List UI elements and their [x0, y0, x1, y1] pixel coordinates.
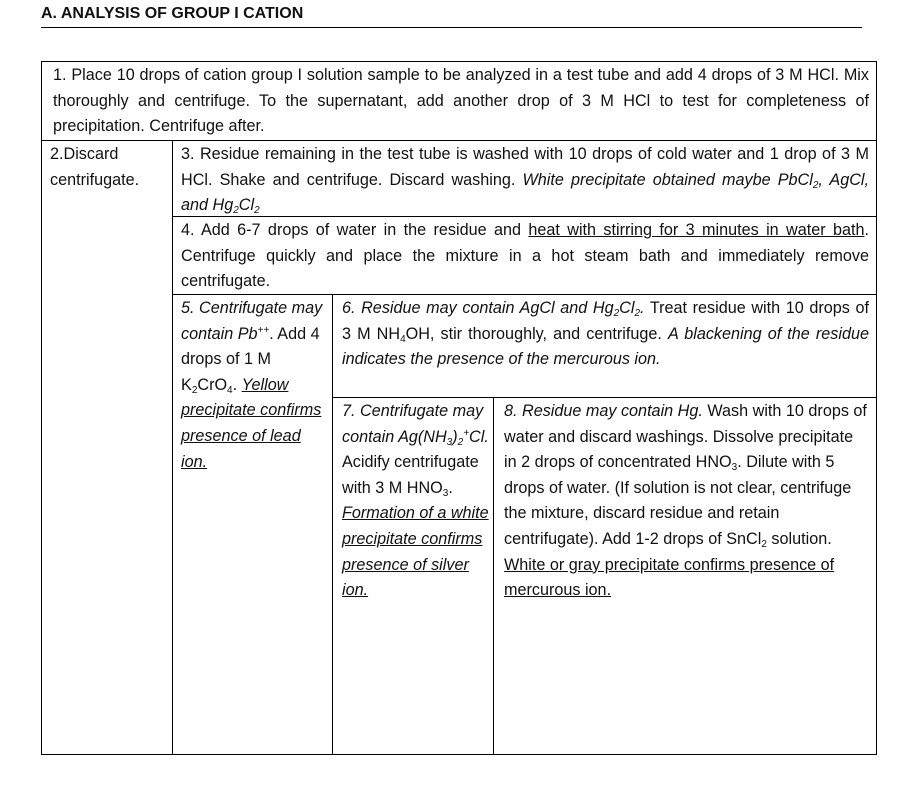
- step-1-text: 1. Place 10 drops of cation group I solution sample to be analyzed in a test tube and add 4 drops of 3 M HCl. Mix thoroughly and centrifuge. To the supernatant, add another drop of 3 M HCl to test for completeness of precipitation. Centrifuge after.: [53, 66, 869, 136]
- step-8: 8. Residue may contain Hg. Wash with 10 drops of water and discard washings. Dissolve precipitate in 2 drops of concentrated $HNO_3$. Dilute with 5 drops of water. (If solution is not clear, centrifuge the mixture, discard residue and retain centrifugate). Add 1-2 drops of SnCl$_2$ solution. White or gray precipitate confirms presence of mercurous ion.: [504, 402, 867, 600]
- step-3-result: White precipitate obtained maybe PbCl$_2$, AgCl, and $Hg_2Cl_2$: [181, 170, 869, 217]
- step-2-text: 2.Discard centrifugate.: [50, 145, 140, 189]
- step-3: [181, 142, 869, 219]
- step-5: 5. Centrifugate may contain Pb++. Add 4 drops of 1 M $K_2CrO_4$. Yellow precipitate confirms presence of lead ion.: [181, 299, 323, 471]
- step-3-text: 3. Residue remaining in the test tube is washed with 10 drops of cold water and 1 drop of 3 M HCl. Shake and centrifuge. Discard washing.: [181, 145, 869, 189]
- step-5-lead-confirmation: Yellow precipitate confirms presence of lead ion.: [181, 375, 322, 471]
- step-4-heat-instruction: heat with stirring for 3 minutes in water bath: [528, 221, 865, 239]
- step-8-mercurous-confirmation: White or gray precipitate confirms presence of mercurous ion.: [504, 555, 835, 600]
- step-4: 4. Add 6-7 drops of water in the residue and heat with stirring for 3 minutes in water bath. Centrifuge quickly and place the mixture in a hot steam bath and immediately remove centrifugate.: [181, 221, 870, 291]
- step-2: [50, 142, 170, 193]
- step-6-mercurous-indication: A blackening of the residue indicates the presence of the mercurous ion.: [342, 324, 869, 369]
- step-7-silver-confirmation: Formation of a white precipitate confirms presence of silver ion.: [342, 504, 489, 600]
- step-1: [53, 63, 869, 140]
- step-6: 6. Residue may contain AgCl and $Hg_2Cl_2$. Treat residue with 10 drops of 3 M $NH_4OH$, stir thoroughly, and centrifuge. A blackening of the residue indicates the presence of the mercurous ion.: [342, 299, 869, 369]
- section-heading: A. ANALYSIS OF GROUP I CATION: [41, 5, 304, 22]
- step-7: 7. Centrifugate may contain $Ag(NH_3)_2^+Cl$. Acidify centrifugate with 3 M $HNO_3$. Formation of a white precipitate confirms presence of silver ion.: [342, 402, 489, 600]
